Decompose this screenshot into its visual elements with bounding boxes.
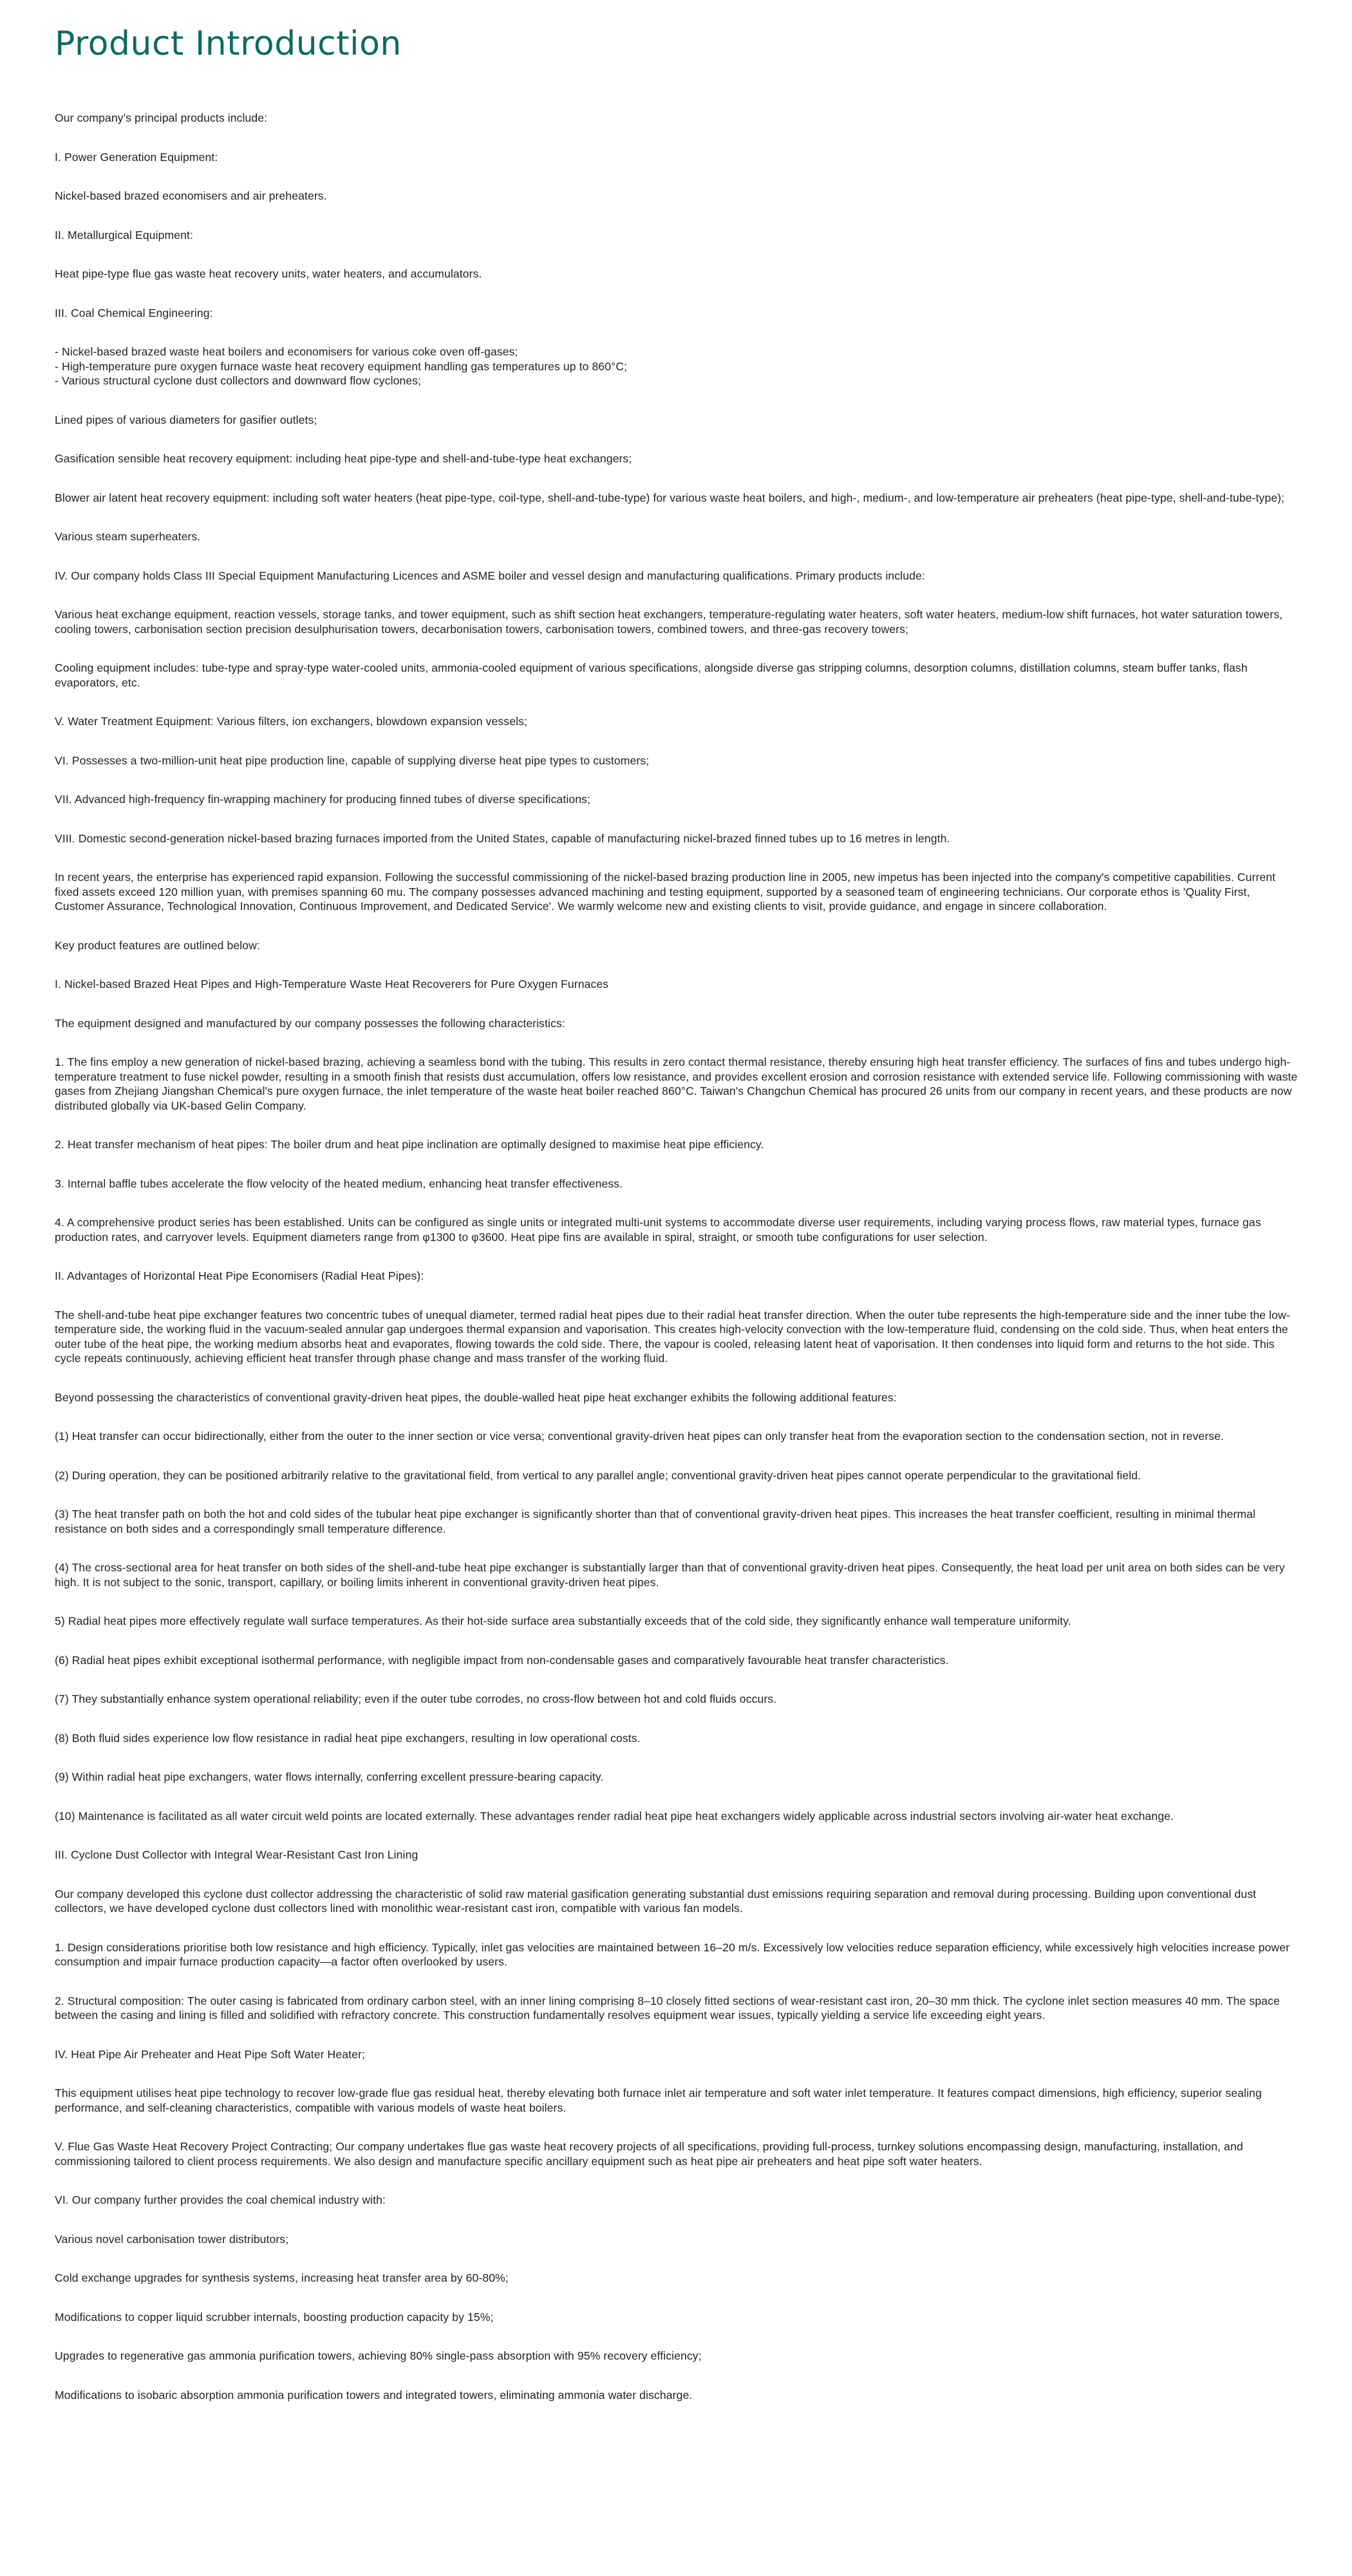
paragraph: Beyond possessing the characteristics of conventional gravity-driven heat pipes, the double-walled heat pipe heat exchanger exhibits the following additional features: [55,1390,897,1404]
paragraph: Our company developed this cyclone dust collector addressing the characteristic of solid raw material gasification generating substantial dust emissions requiring separation and removal during processing. Building upon conventional dust collectors, we have developed cyclone dust collectors lined with monolithic wear-resistant cast iron, compatible with various fan models. [55,1887,1257,1915]
paragraph: (4) The cross-sectional area for heat transfer on both sides of the shell-and-tube heat pipe exchanger is substantially larger than that of conventional gravity-driven heat pipes. Consequently, the heat load per unit area on both sides can be very high. It is not subject to the sonic, transport, capillary, or boiling limits inherent in conventional gravity-driven heat pipes. [55,1561,1285,1589]
paragraph: Our company's principal products include: [55,111,268,124]
paragraph: The equipment designed and manufactured by our company possesses the following characteristics: [55,1016,565,1030]
paragraph: (10) Maintenance is facilitated as all water circuit weld points are located externally. These advantages render radial heat pipe heat exchangers widely applicable across industrial sectors involving air-water heat exchange. [55,1809,1174,1823]
paragraph: Key product features are outlined below: [55,938,260,952]
paragraph: I. Power Generation Equipment: [55,150,218,164]
paragraph: Various heat exchange equipment, reaction vessels, storage tanks, and tower equipment, such as shift section heat exchangers, temperature-regulating water heaters, soft water heaters, medium-low shift furnaces, hot water saturation towers, cooling towers, carbonisation section precision desulphurisation towers, decarbonisation towers, carbonisation towers, combined towers, and three-gas recovery towers; [55,608,1283,636]
paragraph: IV. Our company holds Class III Special Equipment Manufacturing Licences and ASME boiler and vessel design and manufacturing qualifications. Primary products include: [55,569,925,582]
document-body [55,111,1302,2402]
paragraph: Nickel-based brazed economisers and air preheaters. [55,189,327,202]
paragraph: - Various structural cyclone dust collectors and downward flow cyclones; [55,374,422,387]
page-title: Product Introduction [55,24,402,63]
paragraph: V. Water Treatment Equipment: Various filters, ion exchangers, blowdown expansion vessels; [55,715,527,728]
paragraph: II. Metallurgical Equipment: [55,228,193,242]
paragraph: Various steam superheaters. [55,530,201,543]
paragraph: Modifications to isobaric absorption ammonia purification towers and integrated towers, eliminating ammonia water discharge. [55,2388,693,2401]
paragraph: (8) Both fluid sides experience low flow resistance in radial heat pipe exchangers, resulting in low operational costs. [55,1731,641,1745]
paragraph: Modifications to copper liquid scrubber internals, boosting production capacity by 15%; [55,2310,494,2324]
paragraph: VI. Our company further provides the coal chemical industry with: [55,2193,386,2206]
paragraph: 2. Heat transfer mechanism of heat pipes: The boiler drum and heat pipe inclination are optimally designed to maximise heat pipe efficiency. [55,1138,764,1151]
paragraph: (2) During operation, they can be positioned arbitrarily relative to the gravitational field, from vertical to any parallel angle; conventional gravity-driven heat pipes cannot operate perpendicular to the gravitational field. [55,1468,1141,1482]
paragraph: IV. Heat Pipe Air Preheater and Heat Pipe Soft Water Heater; [55,2047,365,2061]
paragraph: (1) Heat transfer can occur bidirectionally, either from the outer to the inner section or vice versa; conventional gravity-driven heat pipes can only transfer heat from the evaporation section to the condensation section, not in reverse. [55,1430,1225,1443]
paragraph: Various novel carbonisation tower distributors; [55,2232,289,2246]
paragraph: V. Flue Gas Waste Heat Recovery Project Contracting; Our company undertakes flue gas waste heat recovery projects of all specifications, providing full-process, turnkey solutions encompassing design, manufacturing, installation, and commissioning tailored to client process requirements. We also design and manufacture specific ancillary equipment such as heat pipe air preheaters and heat pipe soft water heaters. [55,2140,1243,2168]
paragraph: Blower air latent heat recovery equipment: including soft water heaters (heat pipe-type, coil-type, shell-and-tube-type) for various waste heat boilers, and high-, medium-, and low-temperature air preheaters (heat pipe-type, shell-and-tube-type); [55,491,1285,504]
paragraph: (7) They substantially enhance system operational reliability; even if the outer tube corrodes, no cross-flow between hot and cold fluids occurs. [55,1692,777,1705]
paragraph: VIII. Domestic second-generation nickel-based brazing furnaces imported from the United States, capable of manufacturing nickel-brazed finned tubes up to 16 metres in length. [55,831,950,845]
paragraph: 2. Structural composition: The outer casing is fabricated from ordinary carbon steel, with an inner lining comprising 8–10 closely fitted sections of wear-resistant cast iron, 20–30 mm thick. The cyclone inlet section measures 40 mm. The space between the casing and lining is filled and solidified with refractory concrete. This construction fundamentally resolves equipment wear issues, typically yielding a service life exceeding eight years. [55,1994,1280,2022]
paragraph: VII. Advanced high-frequency fin-wrapping machinery for producing finned tubes of diverse specifications; [55,793,591,806]
paragraph: Cooling equipment includes: tube-type and spray-type water-cooled units, ammonia-cooled equipment of various specifications, alongside diverse gas stripping columns, desorption columns, distillation columns, steam buffer tanks, flash evaporators, etc. [55,661,1248,689]
paragraph: In recent years, the enterprise has experienced rapid expansion. Following the successful commissioning of the nickel-based brazing production line in 2005, new impetus has been injected into the company's competitive capabilities. Current fixed assets exceed 120 million yuan, with premises spanning 60 mu. The company possesses advanced machining and testing equipment, supported by a seasoned team of engineering technicians. Our corporate ethos is 'Quality First, Customer Assurance, Technological Innovation, Continuous Improvement, and Dedicated Service'. We warmly welcome new and existing clients to visit, provide guidance, and engage in sincere collaboration. [55,871,1276,913]
paragraph: - High-temperature pure oxygen furnace waste heat recovery equipment handling gas temperatures up to 860°C; [55,359,628,373]
paragraph: I. Nickel-based Brazed Heat Pipes and High-Temperature Waste Heat Recoverers for Pure Oxygen Furnaces [55,978,609,990]
paragraph: 5) Radial heat pipes more effectively regulate wall surface temperatures. As their hot-side surface area substantially exceeds that of the cold side, they significantly enhance wall temperature uniformity. [55,1615,1071,1627]
paragraph: III. Cyclone Dust Collector with Integral Wear-Resistant Cast Iron Lining [55,1848,418,1861]
paragraph: 1. The fins employ a new generation of nickel-based brazing, achieving a seamless bond with the tubing. This results in zero contact thermal resistance, thereby ensuring high heat transfer efficiency. The surfaces of fins and tubes undergo high-temperature treatment to fuse nickel powder, resulting in a smooth finish that resists dust accumulation, offers low resistance, and provides excellent erosion and corrosion resistance with extended service life. Following commissioning with waste gases from Zhejiang Jiangshan Chemical's pure oxygen furnace, the inlet temperature of the waste heat boiler reached 860°C. Taiwan's Changchun Chemical has procured 26 units from our company in recent years, and these products are now distributed globally via UK-based Gelin Company. [55,1056,1298,1112]
paragraph: Heat pipe-type flue gas waste heat recovery units, water heaters, and accumulators. [55,267,482,280]
paragraph: VI. Possesses a two-million-unit heat pipe production line, capable of supplying diverse heat pipe types to customers; [55,753,650,767]
paragraph: Gasification sensible heat recovery equipment: including heat pipe-type and shell-and-tube-type heat exchangers; [55,452,632,465]
paragraph: This equipment utilises heat pipe technology to recover low-grade flue gas residual heat, thereby elevating both furnace inlet air temperature and soft water inlet temperature. It features compact dimensions, high efficiency, superior sealing performance, and self-cleaning characteristics, compatible with various models of waste heat boilers. [55,2087,1262,2114]
paragraph: - Nickel-based brazed waste heat boilers and economisers for various coke oven off-gases; [55,345,518,358]
paragraph: The shell-and-tube heat pipe exchanger features two concentric tubes of unequal diameter, termed radial heat pipes due to their radial heat transfer direction. When the outer tube represents the high-temperature side and the inner tube the low-temperature side, the working fluid in the vacuum-sealed annular gap undergoes thermal expansion and vaporisation. This creates high-velocity convection with the low-temperature fluid, condensing on the cold side. Thus, when heat enters the outer tube of the heat pipe, the working medium absorbs heat and evaporates, flowing towards the cold side. There, the vapour is cooled, releasing latent heat of vaporisation. It then condenses into liquid form and returns to the hot side. This cycle repeats continuously, achieving efficient heat transfer through phase change and mass transfer of the working fluid. [55,1308,1290,1365]
paragraph: (9) Within radial heat pipe exchangers, water flows internally, conferring excellent pressure-bearing capacity. [55,1770,604,1783]
paragraph: Cold exchange upgrades for synthesis systems, increasing heat transfer area by 60-80%; [55,2271,509,2284]
paragraph: Upgrades to regenerative gas ammonia purification towers, achieving 80% single-pass absorption with 95% recovery efficiency; [55,2349,702,2362]
paragraph: (6) Radial heat pipes exhibit exceptional isothermal performance, with negligible impact from non-condensable gases and comparatively favourable heat transfer characteristics. [55,1653,949,1667]
paragraph: (3) The heat transfer path on both the hot and cold sides of the tubular heat pipe exchanger is significantly shorter than that of conventional gravity-driven heat pipes. This increases the heat transfer coefficient, resulting in minimal thermal resistance on both sides and a correspondingly small temperature difference. [55,1508,1256,1535]
paragraph: 1. Design considerations prioritise both low resistance and high efficiency. Typically, inlet gas velocities are maintained between 16–20 m/s. Excessively low velocities reduce separation efficiency, while excessively high velocities increase power consumption and impair furnace production capacity—a factor often overlooked by users. [55,1940,1290,1968]
paragraph: 4. A comprehensive product series has been established. Units can be configured as single units or integrated multi-unit systems to accommodate diverse user requirements, including varying process flows, raw material types, furnace gas production rates, and carryover levels. Equipment diameters range from φ1300 to φ3600. Heat pipe fins are available in spiral, straight, or smooth tube configurations for user selection. [55,1216,1261,1244]
paragraph: 3. Internal baffle tubes accelerate the flow velocity of the heated medium, enhancing heat transfer effectiveness. [55,1177,623,1190]
paragraph: III. Coal Chemical Engineering: [55,306,213,319]
paragraph: Lined pipes of various diameters for gasifier outlets; [55,413,317,426]
paragraph: II. Advantages of Horizontal Heat Pipe Economisers (Radial Heat Pipes): [55,1269,424,1282]
